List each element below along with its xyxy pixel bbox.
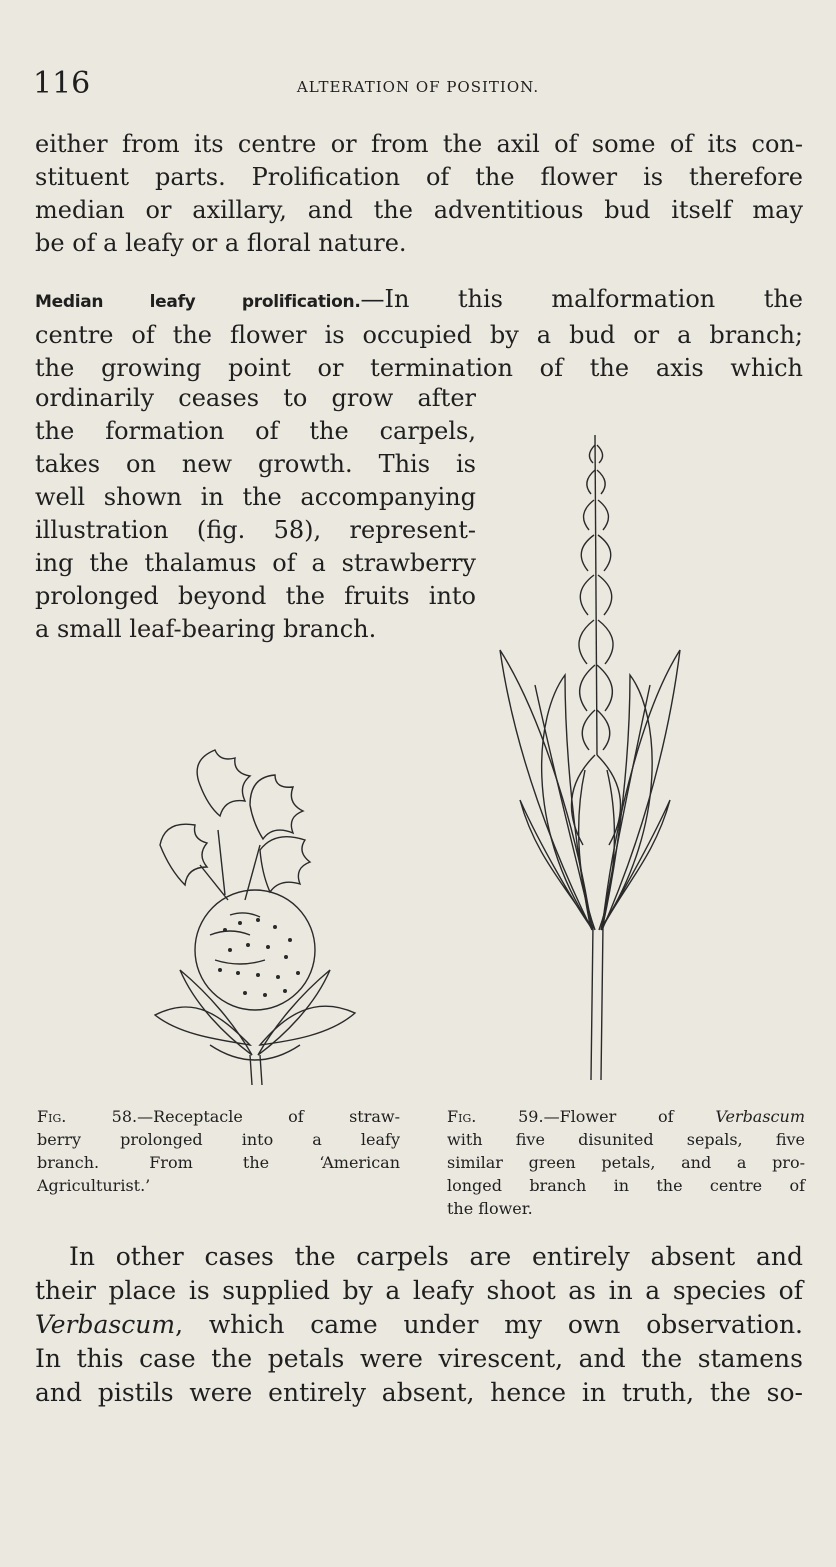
text-segment: —In this malformation the	[360, 285, 804, 313]
running-title: ALTERATION OF POSITION.	[296, 78, 540, 96]
caption-line: similar green petals, and a pro-	[447, 1153, 805, 1172]
text-line	[35, 283, 803, 319]
text-line: be of a leafy or a floral nature.	[35, 229, 407, 257]
text-line: prolonged beyond the fruits into	[35, 582, 476, 610]
text-line: their place is supplied by a leafy shoot as in a species of	[35, 1276, 803, 1305]
text-line: the growing point or termination of the axis which	[35, 354, 803, 382]
text-line: ordinarily ceases to grow after	[35, 384, 476, 412]
section-run-in-heading: Median leafy prolification.	[35, 292, 361, 312]
caption-line: longed branch in the centre of	[447, 1176, 805, 1195]
figure-label: Fig. 59.	[447, 1107, 544, 1126]
text-line	[35, 1308, 803, 1342]
text-line: takes on new growth. This is	[35, 450, 476, 478]
text-line: stituent parts. Prolification of the flower is therefore	[35, 163, 803, 191]
text-line: median or axillary, and the adventitious bud itself may	[35, 196, 803, 224]
text-line: illustration (fig. 58), represent-	[35, 516, 476, 544]
figure-59-caption	[447, 1105, 805, 1220]
caption-line: branch. From the ‘American	[37, 1153, 400, 1172]
caption-line: berry prolonged into a leafy	[37, 1130, 400, 1149]
figure-label: Fig. 58.	[37, 1107, 138, 1126]
paragraph-1	[35, 128, 803, 260]
text-line: well shown in the accompanying	[35, 483, 476, 511]
text-line: centre of the flower is occupied by a bud or a branch;	[35, 321, 803, 349]
italic-genus: Verbascum	[35, 1310, 176, 1339]
text-line: ing the thalamus of a strawberry	[35, 549, 476, 577]
text-line: the formation of the carpels,	[35, 417, 476, 445]
paragraph-2-narrow	[35, 382, 476, 646]
text-line: either from its centre or from the axil of some of its con-	[35, 130, 803, 158]
caption-segment: —Receptacle of straw-	[137, 1107, 401, 1126]
caption-line: with five disunited sepals, five	[447, 1130, 805, 1149]
text-line: In this case the petals were virescent, and the stamens	[35, 1344, 803, 1373]
caption-line: Agriculturist.’	[37, 1176, 151, 1195]
caption-italic-genus: Verbascum	[715, 1107, 805, 1126]
caption-line	[447, 1105, 805, 1128]
paragraph-2-full-width	[35, 283, 803, 385]
text-line: and pistils were entirely absent, hence in truth, the so-	[35, 1378, 803, 1407]
text-line: In other cases the carpels are entirely absent and	[69, 1242, 803, 1271]
caption-segment: —Flower of	[543, 1107, 716, 1126]
paragraph-3	[35, 1240, 803, 1410]
running-head	[33, 66, 803, 106]
text-segment: , which came under my own observation.	[175, 1310, 803, 1339]
caption-line	[37, 1105, 400, 1128]
strawberry-receptacle-illustration	[140, 745, 360, 1090]
caption-line: the flower.	[447, 1199, 533, 1218]
page-number: 116	[33, 66, 91, 101]
figure-58-caption	[37, 1105, 400, 1197]
text-line: a small leaf-bearing branch.	[35, 615, 377, 643]
verbascum-flower-illustration	[495, 425, 685, 1085]
